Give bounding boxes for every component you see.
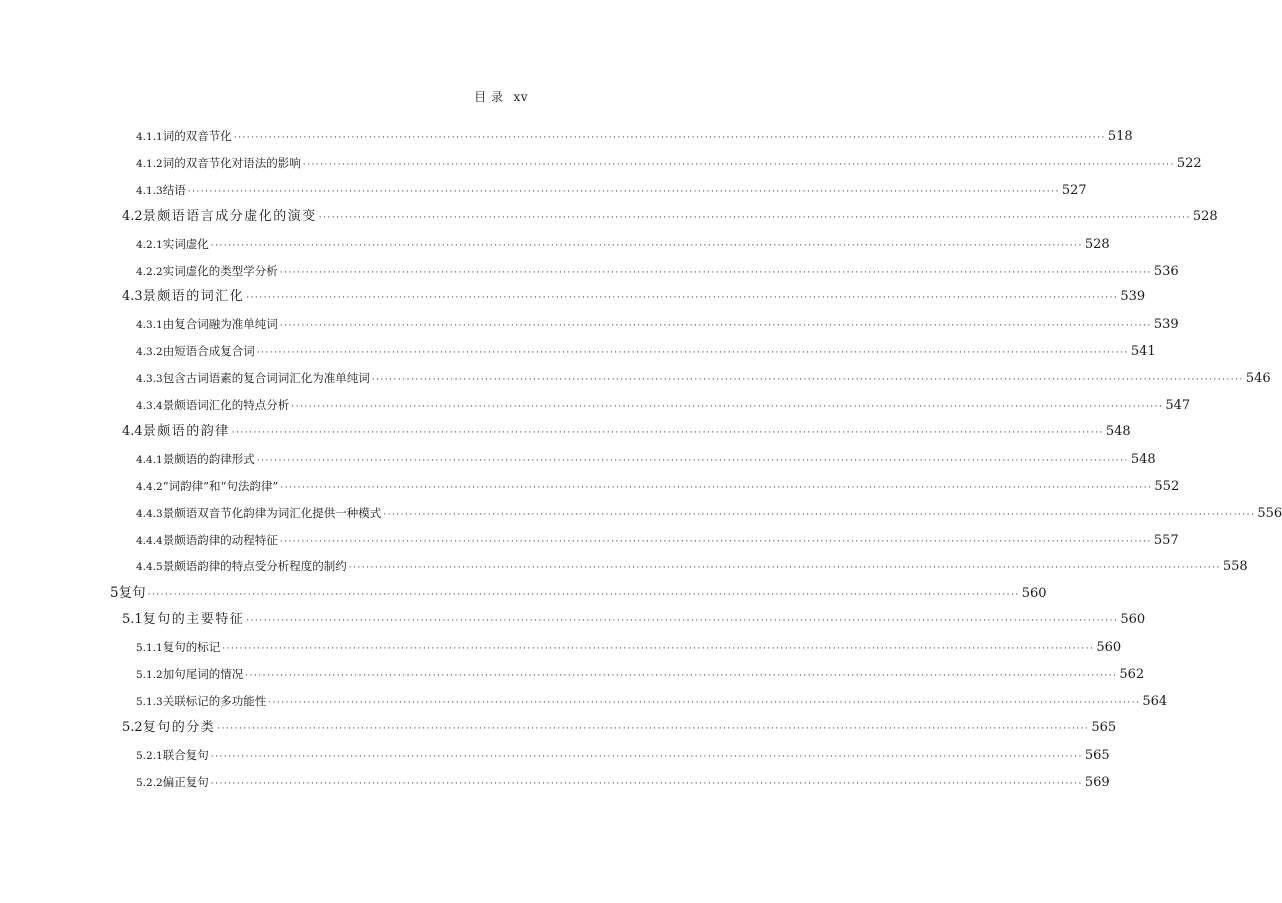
toc-dot-leader: ········································································································································································································: [279, 267, 1152, 278]
toc-entry[interactable]: [0, 314, 1179, 334]
toc-entry-number: 4.4.4: [136, 534, 163, 547]
toc-dot-leader: ········································································································································································································: [318, 212, 1191, 223]
toc-entry[interactable]: [0, 422, 1131, 442]
toc-entry[interactable]: [0, 368, 1271, 388]
toc-entry-title: 联合复句: [162, 747, 209, 762]
toc-entry-page: 565: [1091, 719, 1117, 735]
toc-entry[interactable]: [0, 126, 1133, 146]
toc-entry-number: 5.1: [122, 612, 143, 628]
toc-entry-page: 536: [1153, 263, 1179, 279]
toc-dot-leader: ········································································································································································································: [210, 240, 1083, 251]
toc-entry-page: 548: [1130, 451, 1156, 467]
toc-entry-title: 复句: [118, 585, 146, 602]
toc-entry[interactable]: [0, 745, 1110, 765]
toc-entry-number: 4.3.2: [136, 346, 163, 359]
toc-dot-leader: ········································································································································································································: [371, 375, 1244, 386]
toc-entry[interactable]: [0, 503, 1282, 523]
toc-entry[interactable]: [0, 691, 1168, 711]
toc-entry-number: 4.1.2: [136, 157, 163, 170]
toc-entry-page: 558: [1222, 559, 1248, 575]
toc-entry-number: 5.2.2: [136, 776, 163, 789]
toc-entry-title: 结语: [162, 182, 186, 197]
toc-entry-page: 528: [1192, 208, 1218, 224]
toc-dot-leader: ········································································································································································································: [222, 644, 1095, 655]
toc-entry-page: 552: [1154, 478, 1180, 494]
toc-entry[interactable]: [0, 530, 1179, 550]
toc-entry-page: 541: [1130, 344, 1156, 360]
toc-entry-title: 加句尾词的情况: [162, 667, 244, 681]
toc-entry-page: 522: [1176, 155, 1202, 171]
toc-entry-page: 548: [1105, 423, 1131, 439]
toc-dot-leader: ········································································································································································································: [147, 590, 1020, 601]
toc-entry-number: 5.2: [122, 719, 143, 735]
toc-entry-number: 4.1.3: [136, 184, 163, 197]
toc-entry-number: 4.4.3: [136, 507, 163, 520]
toc-dot-leader: ········································································································································································································: [210, 778, 1083, 789]
toc-entry[interactable]: [0, 449, 1156, 469]
toc-entry-number: 4.4.5: [136, 561, 163, 574]
toc-entry-number: 5.1.3: [136, 695, 163, 708]
running-head-page-number: xv: [513, 90, 528, 104]
toc-dot-leader: ········································································································································································································: [256, 455, 1129, 466]
toc-entry-title: 实词虚化: [162, 236, 209, 251]
toc-entry-title: 复句的主要特征: [142, 612, 245, 628]
toc-entry[interactable]: [0, 476, 1180, 496]
toc-entry[interactable]: [0, 395, 1191, 415]
toc-entry-title: 关联标记的多功能性: [162, 693, 267, 708]
toc-entry-number: 4.4: [122, 423, 143, 439]
toc-entry-title: 由短语合成复合词: [162, 344, 255, 359]
toc-entry-title: 景颇语双音节化韵律为词汇化提供一种模式: [162, 505, 382, 520]
toc-entry-number: 4.4.1: [136, 453, 163, 466]
toc-entry[interactable]: [0, 556, 1248, 576]
toc-entry-title: “词韵律”和“句法韵律”: [162, 478, 279, 493]
toc-entry-title: 复句的分类: [142, 719, 216, 735]
toc-entry[interactable]: [0, 718, 1117, 738]
toc-entry[interactable]: [0, 637, 1122, 657]
toc-entry-page: 527: [1061, 182, 1087, 198]
toc-entry-number: 5.1.2: [136, 669, 163, 681]
running-head: [474, 88, 528, 105]
toc-entry[interactable]: [0, 610, 1146, 630]
toc-entry-page: 539: [1120, 289, 1146, 305]
toc-entry-title: 包含古词语素的复合词词汇化为准单纯词: [162, 371, 370, 386]
toc-entry-title: 词的双音节化对语法的影响: [162, 155, 301, 170]
toc-entry-title: 景颇语韵律的动程特征: [162, 532, 278, 547]
toc-entry-number: 4.3.4: [136, 400, 163, 412]
toc-dot-leader: ········································································································································································································: [210, 751, 1083, 762]
toc-entry[interactable]: [0, 153, 1202, 173]
toc-entry-page: 539: [1153, 317, 1179, 333]
toc-dot-leader: ········································································································································································································: [246, 293, 1119, 304]
toc-entry[interactable]: [0, 341, 1156, 361]
toc-entry-title: 景颇语韵律的特点受分析程度的制约: [162, 559, 347, 574]
toc-entry-page: 565: [1084, 747, 1110, 763]
toc-dot-leader: ········································································································································································································: [291, 402, 1164, 412]
toc-entry-number: 5.1.1: [136, 642, 163, 655]
toc-dot-leader: ········································································································································································································: [383, 509, 1256, 520]
toc-entry-title: 复句的标记: [162, 640, 221, 655]
toc-entry-number: 4.4.2: [136, 480, 163, 493]
toc-entry-page: 562: [1119, 667, 1145, 682]
toc-entry[interactable]: [0, 287, 1146, 307]
toc-entry-number: 4.1.1: [136, 131, 163, 143]
toc-entry-page: 560: [1021, 586, 1047, 602]
toc-entry[interactable]: [0, 583, 1047, 603]
toc-entry-title: 由复合词融为准单纯词: [162, 317, 278, 332]
toc-entry-number: 5.2.1: [136, 749, 163, 762]
toc-entry-page: 557: [1153, 532, 1179, 548]
toc-entry[interactable]: [0, 261, 1179, 281]
toc-entry-number: 4.2.2: [136, 265, 163, 278]
toc-entry-page: 518: [1107, 129, 1133, 144]
toc-entry-page: 560: [1120, 612, 1146, 628]
toc-dot-leader: ········································································································································································································: [246, 616, 1119, 627]
toc-entry-title: 实词虚化的类型学分析: [162, 263, 278, 278]
toc-entry-title: 景颇语语言成分虚化的演变: [142, 208, 317, 224]
toc-dot-leader: ········································································································································································································: [280, 482, 1153, 493]
toc-dot-leader: ········································································································································································································: [187, 186, 1060, 197]
toc-dot-leader: ········································································································································································································: [256, 348, 1129, 359]
toc-entry[interactable]: [0, 772, 1110, 792]
toc-dot-leader: ········································································································································································································: [245, 671, 1118, 681]
toc-entry-number: 4.3.1: [136, 319, 163, 332]
toc-entry[interactable]: [0, 207, 1218, 227]
running-head-section: 目 录: [474, 90, 504, 104]
toc-entry-title: 景颇语的韵律形式: [162, 451, 255, 466]
toc-dot-leader: ········································································································································································································: [268, 697, 1141, 708]
toc-entry-number: 4.3.3: [136, 373, 163, 386]
toc-entry-title: 景颇语的词汇化: [142, 289, 245, 305]
toc-entry-number: 4.2: [122, 208, 143, 224]
toc-entry-title: 景颇语的韵律: [142, 423, 230, 439]
toc-entry-page: 560: [1096, 640, 1122, 656]
toc-entry[interactable]: [0, 180, 1087, 200]
toc-entry-page: 569: [1084, 774, 1110, 790]
toc-entry-page: 546: [1245, 371, 1271, 387]
toc-entry-page: 556: [1257, 505, 1282, 521]
toc-entry-title: 词的双音节化: [162, 129, 232, 143]
toc-entry-number: 4.3: [122, 289, 143, 305]
toc-entry-title: 偏正复句: [162, 774, 209, 789]
toc-entry-page: 547: [1165, 398, 1191, 413]
toc-dot-leader: ········································································································································································································: [231, 427, 1104, 438]
toc-dot-leader: ········································································································································································································: [302, 159, 1175, 170]
toc-entry-number: 4.2.1: [136, 238, 163, 251]
toc-entry-number: 5: [110, 585, 119, 602]
toc-dot-leader: ········································································································································································································: [279, 321, 1152, 332]
toc-entry[interactable]: [0, 234, 1110, 254]
toc-entry-title: 景颇语词汇化的特点分析: [162, 398, 290, 412]
toc-dot-leader: ········································································································································································································: [348, 563, 1221, 574]
toc-entry-page: 564: [1142, 693, 1168, 709]
toc-dot-leader: ········································································································································································································: [217, 723, 1090, 734]
toc-entry-page: 528: [1084, 236, 1110, 252]
toc-dot-leader: ········································································································································································································: [233, 133, 1106, 143]
toc-dot-leader: ········································································································································································································: [279, 536, 1152, 547]
toc-entry[interactable]: [0, 664, 1145, 684]
